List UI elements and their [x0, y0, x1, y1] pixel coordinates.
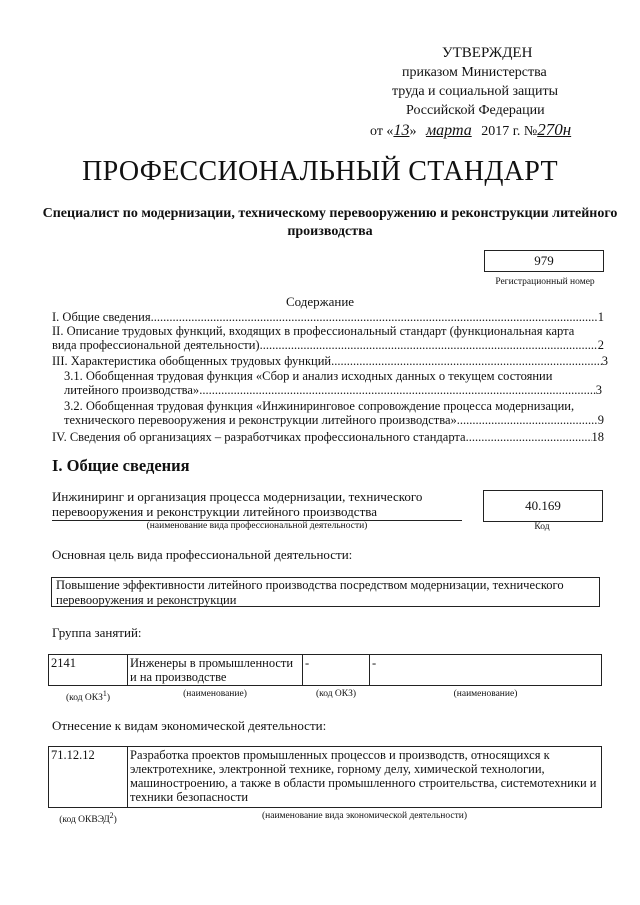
okz-name-caption: (наименование) [453, 689, 518, 699]
activity-code-caption: Код [534, 522, 550, 532]
toc-page-number: 18 [591, 430, 604, 444]
approval-block [370, 44, 620, 141]
okved-code-caption: (код ОКВЭД$^2$) [59, 811, 117, 826]
approval-title: УТВЕРЖДЕН [442, 45, 533, 61]
toc-item[interactable]: III. Характеристика обобщенных трудовых функций ..... 3 [52, 354, 608, 368]
goal-label: Основная цель вида профессиональной деятельности: [52, 547, 353, 562]
goal-box: Повышение эффективности литейного производства посредством модернизации, технического перевооружения и реконструкции [51, 577, 600, 607]
approval-month: марта [425, 122, 472, 139]
section-heading: I. Общие сведения [52, 456, 190, 475]
toc-page-number: 9 [597, 413, 604, 427]
okz-code-caption: (код ОКЗ) [315, 689, 357, 699]
registration-number-label: Регистрационный номер [495, 277, 595, 287]
toc-page-number: 3 [595, 383, 602, 397]
okz-code-caption: (код ОКЗ$^1$) [65, 689, 111, 704]
activity-name: Инжиниринг и организация процесса модернизации, технического перевооружения и реконструкции литейного производства [52, 489, 423, 519]
approval-line: труда и социальной защиты [392, 84, 558, 99]
approval-date: от «13» марта 2017 г. №270н [370, 120, 572, 139]
okz-name-cell: Инженеры в промышленности и на производстве [128, 655, 303, 686]
okved-table [48, 746, 602, 828]
toc-item[interactable]: 3.2. Обобщенная трудовая функция «Инжиниринговое сопровождение процесса модернизации, технического перевооружения и реконструкции литейного производства» ..... 9 [64, 399, 604, 427]
registration-number-box: 979 [484, 250, 604, 272]
toc-item[interactable]: II. Описание трудовых функций, входящих в профессиональный стандарт (функциональная карта вида профессиональной деятельности) ..... 2 [52, 324, 604, 352]
toc-item[interactable]: 3.1. Обобщенная трудовая функция «Сбор и анализ исходных данных о текущем состоянии литейного производства» ..... 3 [64, 369, 602, 397]
okved-code-cell: 71.12.12 [49, 747, 128, 808]
toc-heading: Содержание [285, 294, 355, 309]
occupation-group-table [48, 654, 602, 706]
okved-label: Отнесение к видам экономической деятельности: [52, 718, 327, 733]
approval-number: 270н [537, 120, 572, 139]
okz-name-cell: - [370, 655, 602, 686]
okved-name-cell: Разработка проектов промышленных процессов и производств, относящихся к электротехнике, электронной технике, горному делу, химической технологии, машиностроению, а также в области промышленного строительства, системотехники и техники безопасности [128, 747, 602, 808]
group-label: Группа занятий: [52, 625, 142, 640]
okved-name-caption: (наименование вида экономической деятельности) [262, 811, 467, 821]
toc-page-number: 2 [597, 338, 604, 352]
okz-name-caption: (наименование) [183, 689, 247, 699]
toc-page-number: 1 [597, 310, 604, 324]
page-title: ПРОФЕССИОНАЛЬНЫЙ СТАНДАРТ [82, 156, 558, 187]
toc-item[interactable]: IV. Сведения об организациях – разработчиках профессионального стандарта ..... 18 [52, 430, 604, 444]
approval-day: 13 [393, 122, 410, 139]
toc-item[interactable]: I. Общие сведения ..... 1 [52, 310, 604, 324]
approval-line: Российской Федерации [406, 103, 545, 118]
page-subtitle: Специалист по модернизации, техническому перевооружению и реконструкции литейного производства [42, 206, 618, 239]
okz-code-cell: - [303, 655, 370, 686]
toc-page-number: 3 [601, 354, 608, 368]
activity-code-box: 40.169 [483, 490, 603, 522]
activity-caption: (наименование вида профессиональной деятельности) [146, 521, 368, 531]
okz-code-cell: 2141 [49, 655, 128, 686]
approval-line: приказом Министерства [402, 65, 547, 80]
